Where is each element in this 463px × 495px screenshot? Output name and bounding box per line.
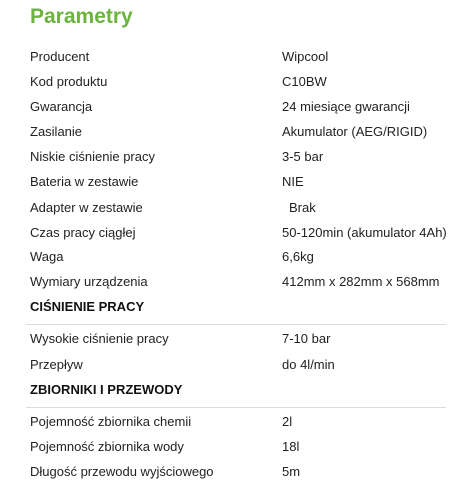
spec-value: 3-5 bar	[282, 149, 324, 164]
spec-value: 5m	[282, 464, 301, 479]
spec-label: Bateria w zestawie	[30, 174, 139, 189]
section-divider	[26, 324, 446, 325]
spec-row-low-pressure	[0, 147, 463, 167]
spec-row-dimensions	[0, 272, 463, 292]
spec-label: Czas pracy ciągłej	[30, 225, 136, 240]
spec-label: Kod produktu	[30, 74, 108, 89]
spec-label: Pojemność zbiornika chemii	[30, 414, 192, 429]
spec-value: 18l	[282, 439, 300, 454]
spec-row-weight	[0, 247, 463, 267]
spec-row-adapter-included	[0, 198, 463, 218]
spec-label: Wymiary urządzenia	[30, 274, 148, 289]
spec-label: Adapter w zestawie	[30, 200, 143, 215]
spec-label: Waga	[30, 249, 64, 264]
spec-value: NIE	[282, 174, 304, 189]
section-divider	[26, 407, 446, 408]
spec-label: Wysokie ciśnienie pracy	[30, 331, 169, 346]
spec-row-water-tank	[0, 437, 463, 457]
section-title-pressure: CIŚNIENIE PRACY	[30, 299, 145, 314]
spec-value: do 4l/min	[282, 357, 335, 372]
page-title: Parametry	[30, 5, 133, 28]
spec-value: Akumulator (AEG/RIGID)	[282, 124, 428, 139]
spec-row-producer	[0, 47, 463, 67]
spec-value: 6,6kg	[282, 249, 314, 264]
spec-value: Wipcool	[282, 49, 329, 64]
section-title-tanks: ZBIORNIKI I PRZEWODY	[30, 382, 183, 397]
spec-value: C10BW	[282, 74, 327, 89]
spec-value: 412mm x 282mm x 568mm	[282, 274, 440, 289]
spec-row-power	[0, 122, 463, 142]
spec-row-flow	[0, 355, 463, 375]
spec-row-high-pressure	[0, 329, 463, 349]
spec-row-runtime	[0, 223, 463, 243]
spec-value: 2l	[282, 414, 293, 429]
spec-label: Producent	[30, 49, 90, 64]
spec-value: Brak	[289, 200, 316, 215]
spec-row-battery-included	[0, 172, 463, 192]
spec-value: 50-120min (akumulator 4Ah)	[282, 225, 447, 240]
spec-value: 7-10 bar	[282, 331, 331, 346]
spec-label: Zasilanie	[30, 124, 83, 139]
spec-label: Gwarancja	[30, 99, 93, 114]
spec-row-chemical-tank	[0, 412, 463, 432]
spec-label: Pojemność zbiornika wody	[30, 439, 184, 454]
spec-label: Niskie ciśnienie pracy	[30, 149, 155, 164]
spec-value: 24 miesiące gwarancji	[282, 99, 410, 114]
spec-row-warranty	[0, 97, 463, 117]
spec-label: Długość przewodu wyjściowego	[30, 464, 214, 479]
spec-row-product-code	[0, 72, 463, 92]
spec-row-output-hose-length	[0, 462, 463, 482]
spec-label: Przepływ	[30, 357, 83, 372]
